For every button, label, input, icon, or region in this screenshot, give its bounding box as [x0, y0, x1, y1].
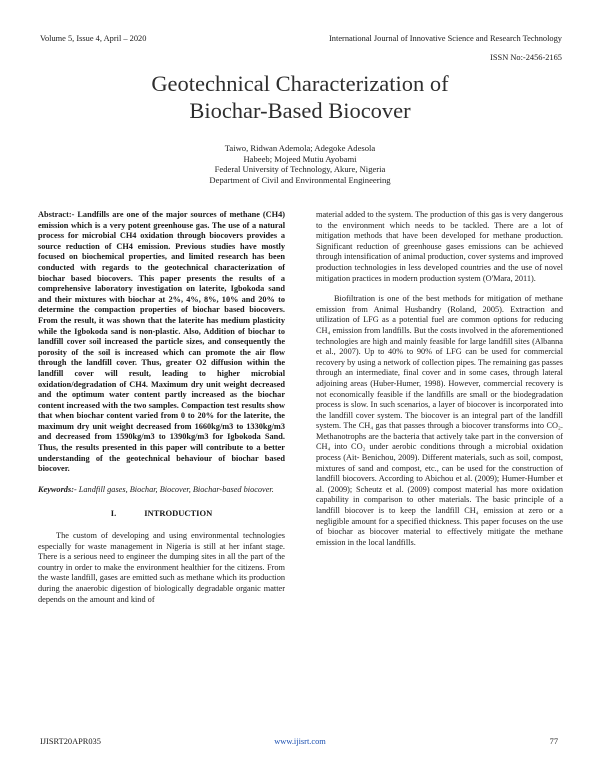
paper-title-line-1: Geotechnical Characterization of — [151, 71, 449, 96]
abstract: Abstract:- Landfills are one of the major sources of methane (CH4) emission which is a very potent greenhouse gas. The use of a natural process for microbial CH4 oxidation through biocovers provides a source reduction of CH4 emission. Previous studies have mostly focused on biochemical properties, and limited research has been conducted with regards to the geotechnical characterization of biochar based biocovers. This paper presents the results of a comprehensive laboratory investigation on laterite, Igbokoda sand and their mixtures with biochar at 2%, 4%, 8%, 10% and 20% to determine the compaction properties of biochar based biocovers. From the result, it was shown that the laterite has medium plasticity while the Igbokoda sand is non-plastic. Also, Addition of biochar to landfill cover soil increased the particle sizes, and consequently the porosity of the soil is increased which can promote the air flow through the landfill cover. Thus, greater O2 diffusion within the landfill cover will result, leading to higher microbial oxidation/degradation of CH4. Maximum dry unit weight decreased and the optimum water content partly increased as the biochar content increased with the two samples. Compaction test results show that when biochar content varied from 0 to 20% for the laterite, the maximum dry unit weight decreased from 1660kg/m3 to 1330kg/m3 and decreased from 1590kg/m3 to 1390kg/m3 for Igbokoda Sand. Thus, the results presented in this paper will contribute to a better understanding of the geotechnical behaviour of biochar based biocover. — [38, 210, 285, 474]
section-number: I. — [110, 508, 117, 519]
body-paragraph-biofiltration: Biofiltration is one of the best methods for mitigation of methane emission from Animal Husbandry (Roland, 2005). Extraction and utilization of LFG as a potential fuel are common options for reducing CH₄ emission from landfills. But the costs involved in the aforementioned technologies are high and mainly feasible for large landfill sites (Albanna et al., 2007). Up to 40% to 90% of LFG can be used for commercial recovery by using a network of collection pipes. The remaining gas passes through an intermediate, final cover and in some cases, through lateral adjoining areas (Huber-Humer, 1998). However, commercial recovery is not economically feasible if the landfills are small or the biodegradation process is slow. In such scenarios, a layer of biocover is incorporated into the landfill cover system. The biocover is an integral part of the landfill system. The CH₄ gas that passes through a biocover transforms into CO₂. Methanotrophs are the bacteria that actively take part in the conversion of CH₄ into CO₂ under aerobic conditions through a microbial oxidation process (Ait- Benichou, 2009). Different materials, such as soil, compost, mixtures of sand and compost, etc., can be used for the construction of landfill biocovers. According to Abichou et al. (2009); Humer-Humber et al. (2009); Scheutz et al. (2009) compost material has more oxidation capability in comparison to other materials. The basic principle of a landfill biocover is to keep the landfill CH₄ emission at zero or a negligible amount for a specified thickness. This paper focuses on the use of biochar as biocover material to effectively mitigate the methane emission in the local landfills. — [316, 294, 563, 547]
journal-website-link[interactable]: www.ijisrt.com — [274, 737, 326, 746]
introduction-paragraph: The custom of developing and using environmental technologies especially for waste management in Nigeria is still at her infant stage. There is a serious need to engineer the dumping sites in all the part of the country in order to make the environment healthier for the citizens. From the waste landfill, gases are emitted such as methane which its production during the anaerobic digestion of biologically degradable organic matter depends on the amount and kind of — [38, 531, 285, 604]
author-line-2: Habeeb; Mojeed Mutiu Ayobami — [243, 153, 357, 164]
keywords — [38, 485, 285, 496]
journal-volume: Volume 5, Issue 4, April – 2020 — [40, 34, 147, 43]
right-column — [316, 210, 563, 548]
paper-id: IJISRT20APR035 — [40, 737, 101, 746]
page-number: 77 — [549, 737, 558, 746]
body-paragraph-continued: material added to the system. The production of this gas is very dangerous to the environment which needs to be tackled. There are a lot of mitigation methods that have been developed for methane production. Significant reduction of greenhouse gases emissions can be achieved through intensification of animal production, cover systems and improved production technologies in less developed countries and the use of novel mitigation practices in modern production system (O'Mara, 2011). — [316, 210, 563, 283]
author-line-1: Taiwo, Ridwan Ademola; Adegoke Adesola — [224, 143, 376, 153]
issn: ISSN No:-2456-2165 — [490, 53, 562, 62]
journal-name: International Journal of Innovative Science and Research Technology — [329, 34, 562, 43]
affiliation-department: Department of Civil and Environmental Engineering — [209, 174, 391, 185]
paper-title-line-2: Biochar-Based Biocover — [189, 98, 411, 123]
keywords-label: Keywords:- — [38, 484, 77, 494]
affiliation-university: Federal University of Technology, Akure, Nigeria — [214, 164, 386, 175]
author-block — [0, 143, 600, 185]
section-title: INTRODUCTION — [144, 508, 213, 519]
section-heading — [38, 508, 285, 519]
keywords-text: Landfill gases, Biochar, Biocover, Biochar-based biocover. — [76, 484, 274, 494]
paper-title — [0, 70, 600, 124]
left-column — [38, 210, 285, 605]
